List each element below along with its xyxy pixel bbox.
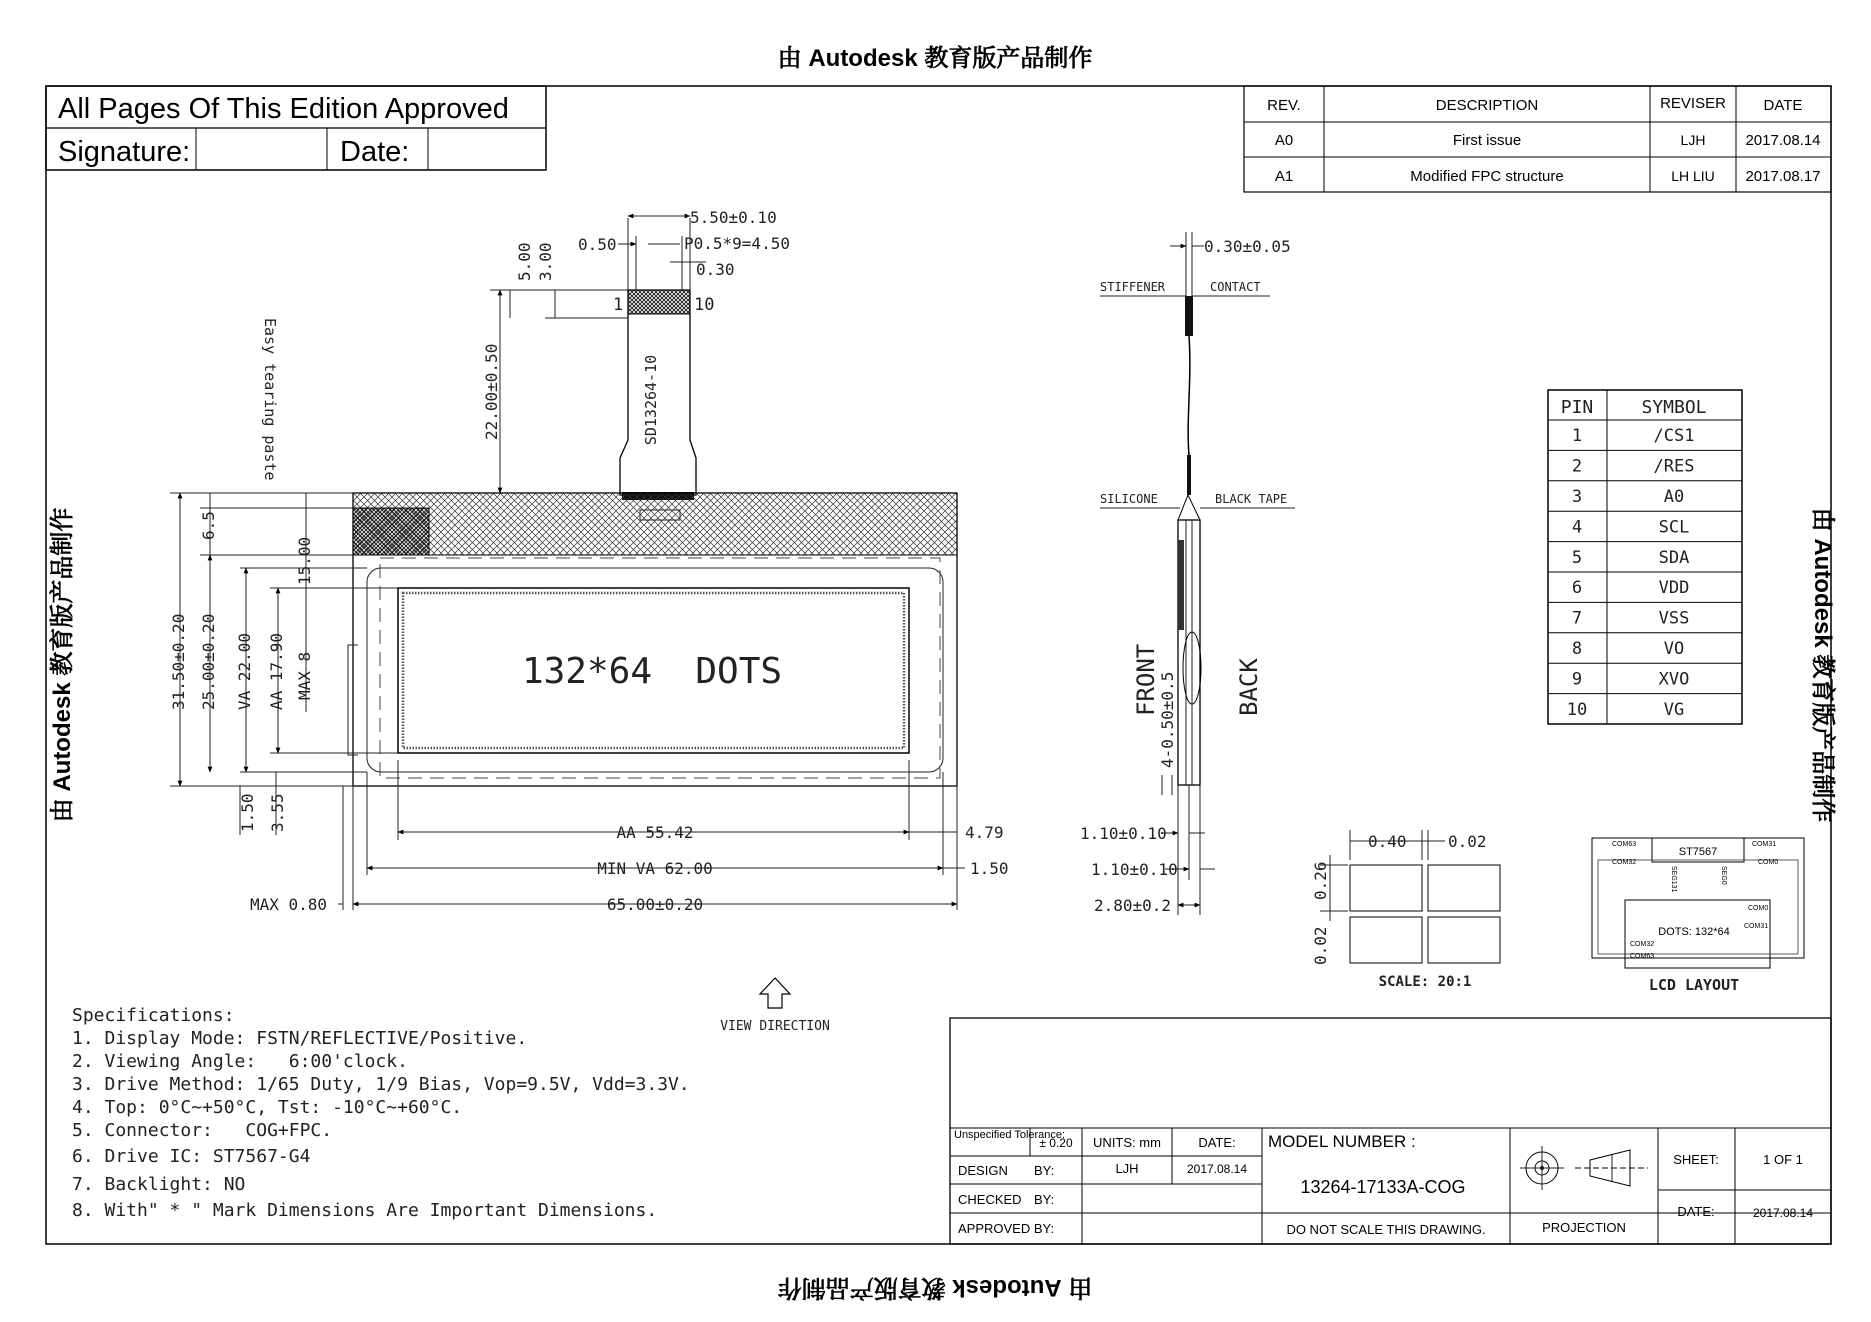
title-block [950,1018,1831,1244]
com63-label: COM63 [1612,841,1637,848]
tolerance-label: Unspecified Tolerance: [954,1129,1066,1141]
designer-value: LJH [1115,1161,1139,1176]
approval-title: All Pages Of This Edition Approved [58,93,509,125]
back-label: BACK [1235,658,1263,716]
dim-1500: 15.00 [295,536,314,585]
contact-label: CONTACT [1210,280,1261,294]
pin-number: 10 [1566,699,1588,720]
pin-number: 1 [1571,426,1583,447]
pin-symbol: /RES [1653,456,1695,477]
pin-symbol: XVO [1658,669,1690,690]
dim-040: 0.40 [1368,832,1407,851]
rev-header-reviser: REVISER [1660,95,1726,112]
rev-cell: A0 [1274,132,1294,149]
spec-item: 6. Drive IC: ST7567-G4 [72,1146,311,1167]
spec-item: 8. With" * " Mark Dimensions Are Important Dimensions. [72,1200,658,1221]
watermark-right: 由 Autodesk 教育版产品制作 [1809,507,1836,823]
side-view [1080,232,1295,915]
date-label: Date: [340,136,410,168]
fpc-contacts [628,290,690,314]
dim-fpc-length: 22.00±0.50 [482,343,501,440]
silicone-label: SILICONE [1100,492,1158,506]
dim-150-right: 1.50 [970,859,1009,878]
sheet-date-label: DATE: [1677,1204,1715,1219]
projection-label: PROJECTION [1542,1220,1626,1235]
dim-t2: 1.10±0.10 [1091,860,1178,879]
dots-label: DOTS: 132*64 [1658,926,1730,938]
pin-symbol: A0 [1663,487,1685,507]
revision-table [1244,86,1831,192]
rev-cell: 2017.08.17 [1745,168,1821,185]
pin-last-label: 10 [694,295,715,315]
scale-label: SCALE: 20:1 [1378,974,1472,990]
dim-002b: 0.02 [1311,926,1330,965]
view-direction-label: VIEW DIRECTION [720,1019,830,1034]
front-view [169,208,1009,914]
pin-symbol: VO [1663,639,1685,659]
watermark-left: 由 Autodesk 教育版产品制作 [49,507,76,823]
pin-header-symbol: SYMBOL [1641,397,1707,418]
dim-026: 0.26 [1311,861,1330,900]
com31-label: COM31 [1752,841,1777,848]
com0b-label: COM0 [1748,905,1769,912]
view-direction [720,978,830,1034]
pin-header-pin: PIN [1560,397,1594,418]
pixel-detail [1311,830,1500,990]
up-arrow-icon [760,978,790,1008]
sealing-band [353,493,957,555]
specs-title: Specifications: [72,1005,235,1026]
dim-pad: 0.30 [696,260,735,279]
dim-pitch-total: P0.5*9=4.50 [684,234,790,253]
no-scale-label: DO NOT SCALE THIS DRAWING. [1286,1222,1486,1237]
spec-item: 1. Display Mode: FSTN/REFLECTIVE/Positive. [72,1028,528,1049]
com32-label: COM32 [1612,859,1637,866]
dim-max080: MAX 0.80 [250,895,328,914]
signature-label: Signature: [58,136,191,168]
dim-355: 3.55 [268,793,287,832]
rev-cell: Modified FPC structure [1410,168,1564,185]
sheet-date-value: 2017.08.14 [1752,1206,1814,1220]
approval-box [46,86,546,170]
spec-item: 5. Connector: COG+FPC. [72,1120,333,1141]
pin-symbol: VSS [1658,608,1690,629]
pin-symbol: SDA [1658,547,1690,568]
design-date-value: 2017.08.14 [1186,1162,1248,1176]
spec-item: 3. Drive Method: 1/65 Duty, 1/9 Bias, Vop=9.5V, Vdd=3.3V. [72,1074,690,1095]
lcd-layout-title: LCD LAYOUT [1648,976,1740,994]
dim-side: 4-0.50±0.5 [1158,671,1177,768]
dim-fpc-width: 5.50±0.10 [690,208,777,227]
watermark-bottom: 由 Autodesk 教育版产品制作 [777,1274,1093,1301]
dim-fpc-thickness: 0.30±0.05 [1204,237,1291,256]
dim-glass-height: 25.00±0.20 [199,613,218,710]
pin-number: 7 [1571,608,1583,629]
pin-number: 4 [1571,517,1583,538]
dim-002: 0.02 [1448,832,1487,851]
display-dots-text: 132*64 DOTS [521,651,783,692]
design-by-label: BY: [1034,1163,1055,1178]
seg131-label: SEG131 [1670,866,1677,893]
rev-cell: 2017.08.14 [1745,132,1821,149]
units-label: UNITS: mm [1093,1135,1161,1150]
tolerance-value: ± 0.20 [1039,1136,1073,1150]
model-value: 13264-17133A-COG [1300,1177,1466,1197]
rev-cell: First issue [1452,132,1522,149]
spec-item: 2. Viewing Angle: 6:00'clock. [72,1051,408,1072]
front-label: FRONT [1132,643,1160,716]
dim-va-height: VA 22.00 [235,632,254,710]
specifications [72,1005,690,1221]
pin-number: 2 [1571,456,1583,477]
fpc-label: SD13264-10 [642,354,660,446]
pin-number: 9 [1571,669,1583,690]
tear-note: Easy tearing paste [261,318,279,481]
pin-symbol: VG [1663,699,1685,720]
rev-header-date: DATE [1763,97,1803,114]
dim-479: 4.79 [965,823,1004,842]
dim-outline-height: 31.50±0.20 [169,613,188,710]
dim-max8: MAX 8 [295,651,314,700]
checked-by-label: BY: [1034,1192,1055,1207]
checked-label: CHECKED [958,1192,1022,1207]
stiffener-label: STIFFENER [1100,280,1166,294]
rev-header-rev: REV. [1267,97,1301,114]
pin-number: 6 [1571,578,1583,599]
design-label: DESIGN [958,1163,1008,1178]
pin-symbol: SCL [1658,517,1690,538]
spec-item: 7. Backlight: NO [72,1174,246,1195]
dim-aa-width: AA 55.42 [616,823,694,842]
projection-symbol-icon [1520,1146,1648,1190]
date-header: DATE: [1198,1135,1236,1150]
pin-symbol: VDD [1658,578,1690,599]
pin-table [1548,390,1742,724]
pin-first-label: 1 [613,295,624,315]
tear-tape [353,508,429,555]
spec-item: 4. Top: 0°C~+50°C, Tst: -10°C~+60°C. [72,1097,463,1118]
rev-cell: LH LIU [1671,168,1715,184]
approved-label: APPROVED BY: [958,1221,1055,1236]
pin-number: 3 [1571,487,1583,507]
seg0-label: SEG0 [1720,866,1727,885]
rev-cell: LJH [1680,132,1706,148]
chip-label: ST7567 [1678,846,1718,858]
dim-t1: 1.10±0.10 [1080,824,1167,843]
dim-150: 1.50 [238,793,257,832]
black-tape-label: BLACK TAPE [1215,492,1288,506]
rev-cell: A1 [1274,168,1294,185]
pin-number: 8 [1571,639,1583,659]
dim-300: 3.00 [536,242,555,281]
lcd-layout [1592,838,1804,994]
dim-pitch-left: 0.50 [578,235,617,254]
sheet-value: 1 OF 1 [1763,1152,1803,1167]
com63b-label: COM63 [1630,953,1655,960]
dim-t3: 2.80±0.2 [1094,896,1172,915]
com32b-label: COM32 [1630,941,1655,948]
dim-va-width: MIN VA 62.00 [597,859,713,878]
model-label: MODEL NUMBER : [1268,1132,1416,1151]
com31b-label: COM31 [1744,923,1769,930]
sheet-label: SHEET: [1673,1152,1719,1167]
com0-label: COM0 [1758,859,1779,866]
dim-65: 6.5 [199,511,218,540]
pin-number: 5 [1571,547,1583,568]
dim-aa-height: AA 17.90 [267,632,286,710]
dim-500: 5.00 [515,242,534,281]
dim-total-width: 65.00±0.20 [606,895,704,914]
pin-symbol: /CS1 [1653,426,1695,447]
rev-header-desc: DESCRIPTION [1435,97,1539,114]
watermark-top: 由 Autodesk 教育版产品制作 [777,45,1093,72]
